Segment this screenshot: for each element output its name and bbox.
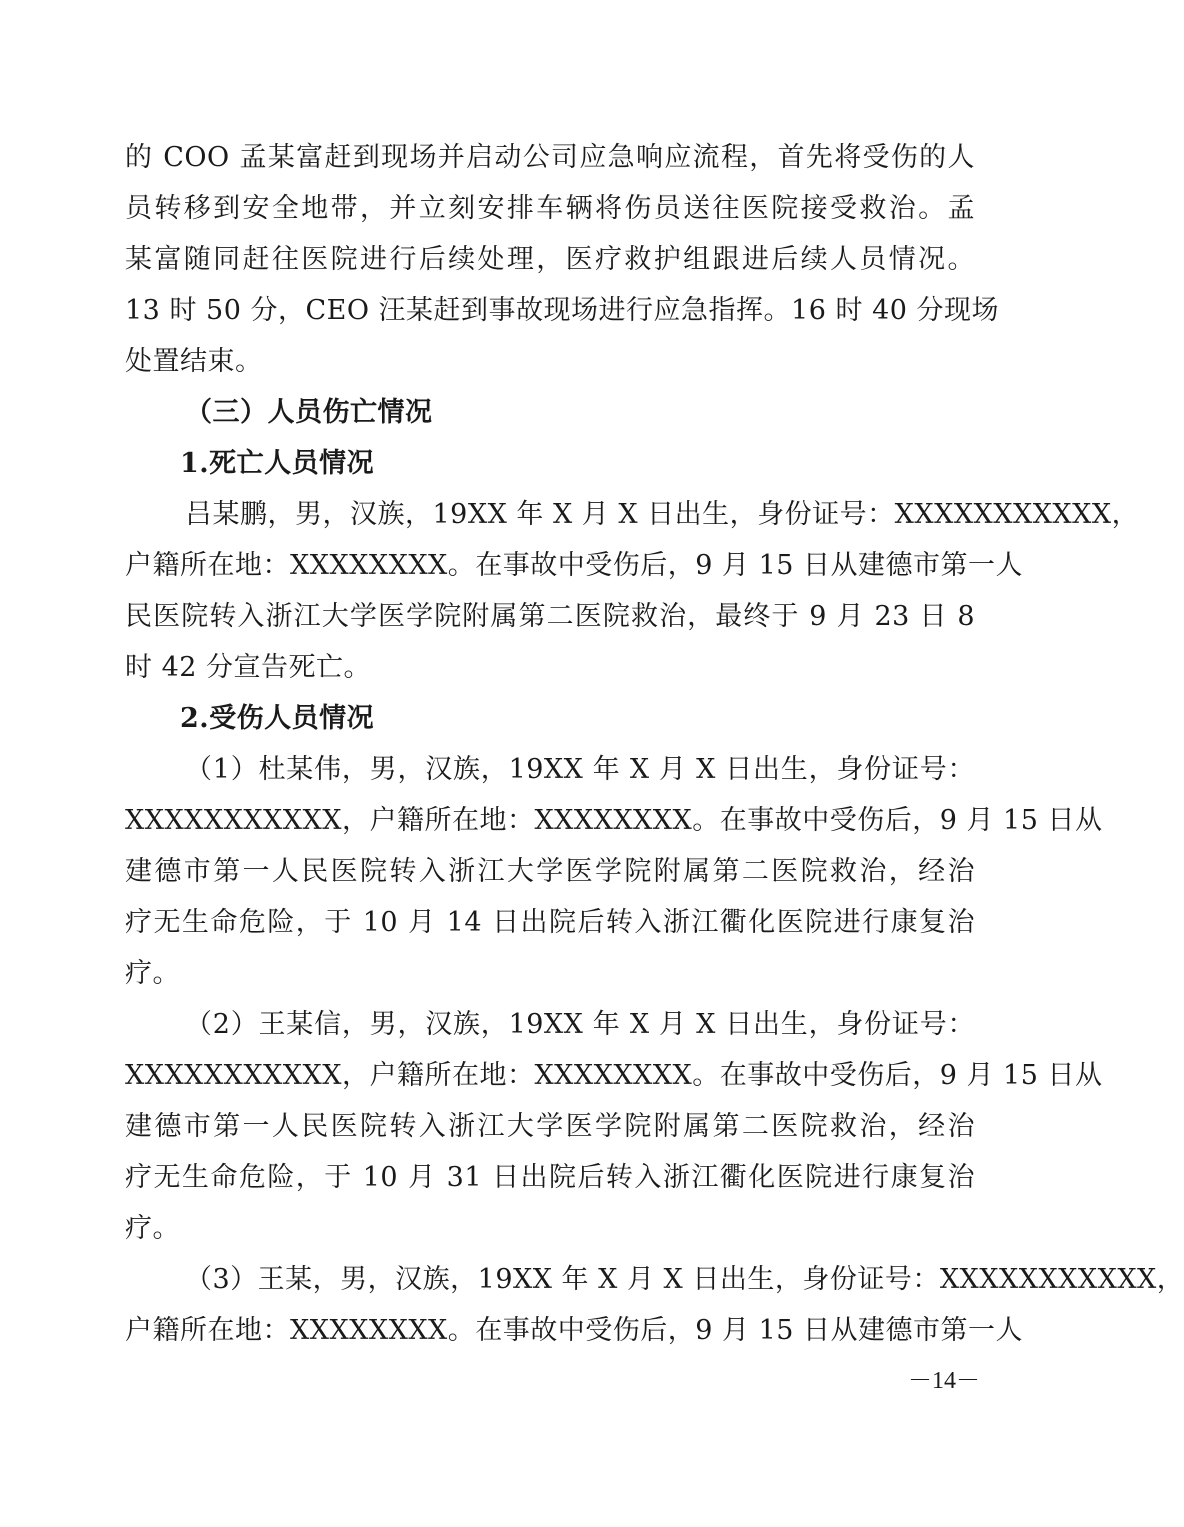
paragraph-line: 疗。 bbox=[125, 958, 180, 989]
paragraph-line: XXXXXXXXXXX，户籍所在地：XXXXXXXX。在事故中受伤后，9 月 15 日从 bbox=[125, 805, 1103, 836]
paragraph-line: XXXXXXXXXXX，户籍所在地：XXXXXXXX。在事故中受伤后，9 月 15 日从 bbox=[125, 1060, 1103, 1091]
subsection-heading: 2.受伤人员情况 bbox=[180, 703, 375, 734]
paragraph-line: 时 42 分宣告死亡。 bbox=[125, 652, 372, 683]
paragraph-line: 建德市第一人民医院转入浙江大学医学院附属第二医院救治，经治 bbox=[125, 856, 975, 887]
paragraph-line: 疗无生命危险，于 10 月 14 日出院后转入浙江衢化医院进行康复治 bbox=[125, 907, 975, 938]
paragraph-line: （3）王某，男，汉族，19XX 年 X 月 X 日出生，身份证号：XXXXXXXXXXX， bbox=[185, 1264, 1184, 1295]
paragraph-line: 民医院转入浙江大学医学院附属第二医院救治，最终于 9 月 23 日 8 bbox=[125, 601, 975, 632]
paragraph-line: 13 时 50 分，CEO 汪某赶到事故现场进行应急指挥。16 时 40 分现场 bbox=[125, 295, 1000, 326]
paragraph-line: 户籍所在地：XXXXXXXX。在事故中受伤后，9 月 15 日从建德市第一人 bbox=[125, 1315, 1024, 1346]
paragraph-line: 建德市第一人民医院转入浙江大学医学院附属第二医院救治，经治 bbox=[125, 1111, 975, 1142]
paragraph-line: 疗。 bbox=[125, 1213, 180, 1244]
page-number: －14－ bbox=[908, 1368, 980, 1394]
subsection-heading: 1.死亡人员情况 bbox=[180, 448, 375, 479]
paragraph-line: 的 COO 孟某富赶到现场并启动公司应急响应流程，首先将受伤的人 bbox=[125, 142, 975, 173]
paragraph-line: 某富随同赶往医院进行后续处理，医疗救护组跟进后续人员情况。 bbox=[125, 244, 975, 275]
paragraph-line: （2）王某信，男，汉族，19XX 年 X 月 X 日出生，身份证号： bbox=[185, 1009, 975, 1040]
paragraph-line: （1）杜某伟，男，汉族，19XX 年 X 月 X 日出生，身份证号： bbox=[185, 754, 975, 785]
paragraph-line: 户籍所在地：XXXXXXXX。在事故中受伤后，9 月 15 日从建德市第一人 bbox=[125, 550, 1024, 581]
paragraph-line: 吕某鹏，男，汉族，19XX 年 X 月 X 日出生，身份证号：XXXXXXXXXXX， bbox=[185, 499, 1140, 530]
section-heading: （三）人员伤亡情况 bbox=[185, 397, 433, 428]
paragraph-line: 处置结束。 bbox=[125, 346, 263, 377]
paragraph-line: 员转移到安全地带，并立刻安排车辆将伤员送往医院接受救治。孟 bbox=[125, 193, 975, 224]
paragraph-line: 疗无生命危险，于 10 月 31 日出院后转入浙江衢化医院进行康复治 bbox=[125, 1162, 975, 1193]
